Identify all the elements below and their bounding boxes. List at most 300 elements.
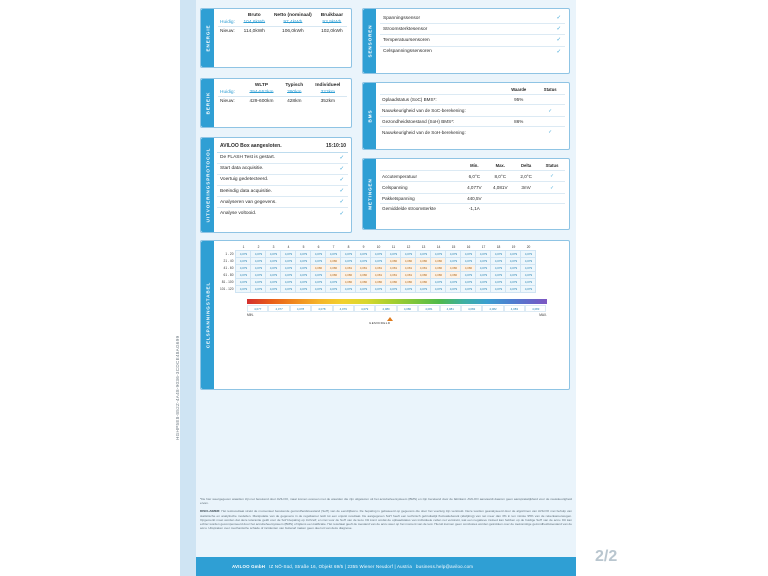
scale-value: 4,077 [268, 305, 289, 312]
cv-cell: 4,079 [236, 258, 251, 265]
check-icon: ✓ [556, 26, 561, 33]
metingen-row2-max [487, 193, 513, 203]
table-row [380, 193, 565, 203]
cv-col-1: 1 [242, 245, 245, 249]
footnotes [200, 497, 572, 530]
cv-col-16: 16 [466, 245, 471, 249]
cv-cell: 4,079 [431, 251, 446, 258]
sensoren-card [362, 8, 570, 74]
check-icon: ✓ [535, 127, 565, 138]
cv-cell: 4,079 [356, 286, 371, 293]
cv-col-6: 6 [317, 245, 320, 249]
table-row [380, 171, 565, 182]
scale-max-label: MAX. [539, 313, 547, 317]
bms-card [362, 82, 570, 150]
cv-cell: 4,079 [236, 272, 251, 279]
metingen-col-0 [380, 162, 461, 171]
document-code: HGHP5E8-852Z-4A48-9036-3CDCE48AG699 [175, 335, 180, 440]
protocol-card [200, 137, 352, 233]
energie-row1-v0: 114,0kWh [243, 28, 265, 34]
energie-tab-label: ENERGIE [205, 24, 210, 52]
cv-cell: 4,079 [251, 286, 266, 293]
metingen-row1-delta: 3mV [513, 182, 539, 193]
table-row [380, 204, 565, 214]
protocol-item-5-label: Analyse voltooid. [220, 211, 257, 217]
average-marker-label: GEMIDDELD [369, 321, 391, 325]
scale-value: 4,079 [354, 305, 375, 312]
cv-cell: 4,079 [236, 265, 251, 272]
list-item [217, 153, 348, 164]
cv-cell: 4,080 [416, 272, 431, 279]
cv-cell: 4,081 [341, 265, 356, 272]
sensor-0-label: Spanningssensor [383, 15, 421, 21]
cv-cell: 4,079 [476, 279, 491, 286]
voltage-gradient-bar [247, 299, 547, 304]
cv-cell: 4,079 [311, 251, 326, 258]
metingen-row0-name: Accutemperatuur [380, 171, 461, 182]
protocol-header [217, 141, 348, 153]
celspanningstabel-card [200, 240, 570, 390]
energie-row1-v1: 106,0kWh [282, 28, 304, 34]
cv-col-17: 17 [481, 245, 486, 249]
cell-voltage-table [219, 245, 536, 293]
list-item [217, 197, 348, 208]
cv-cell: 4,079 [476, 258, 491, 265]
energie-card [200, 8, 352, 68]
sensoren-tab-label: SENSOREN [367, 24, 372, 58]
cv-col-15: 15 [451, 245, 456, 249]
bms-tab [363, 83, 376, 149]
table-row [380, 182, 565, 193]
cv-col-18: 18 [496, 245, 501, 249]
scale-value: 4,083 [504, 305, 525, 312]
table-row [218, 97, 347, 105]
cv-cell: 4,079 [266, 279, 281, 286]
metingen-row3-min: -1,1A [461, 204, 487, 214]
cv-cell: 4,081 [386, 265, 401, 272]
cv-cell: 4,080 [326, 258, 341, 265]
protocol-body [214, 138, 351, 232]
metingen-row0-min: 6,0°C [461, 171, 487, 182]
cv-cell: 4,079 [431, 286, 446, 293]
cv-cell: 4,079 [446, 286, 461, 293]
check-icon: ✓ [539, 171, 565, 182]
protocol-item-1-label: Start data acquisitie. [220, 166, 264, 172]
footer-bar [196, 557, 576, 576]
cv-col-10: 10 [376, 245, 381, 249]
bereik-row1-v1: 428km [287, 98, 302, 104]
cv-cell: 4,079 [506, 258, 521, 265]
disclaimer-text: Het testresultaat strekt de momenteel berekende gezondheidstoestand (SoH) van de eendrijfaccu. De bepaling is gebaseerd op gegevens die door het voertuig zijn verstrekt. Deze worden geanalyseerd door de algoritmen van AVILOO met behulp van statistische en analytische modellen. Manipulatie van de gegevens in de regelkamer leidt tot een onjuist resultaat. De aangegeven SoH heeft een technisch gebruikelijk fluctuatiebereik (afwijking) van net meer dan 3% in ten minste 95% van de rekenkamerwegen. Opgemerkt moet worden dat deze tolerantie geldt voor de SoH-bepaling op zichzelf; en niet voor de SoH van de ketu. Dit komt omdat de opbaadstatus van individuele cellen net verstrekt, wat een negatieve invloed kan hebben op de huidige SoH van de accu. Dit kan echter worden gecompenseerd door het accubeheersysteem (BMS) of tijdens een kalibratie. Het resultaat geeft de toestand van de accu weer op het moment van de test. Hieruit kunnen geen conclusies worden getrokken over de toekomstige gezondheidstoestand van de accu. Uitspraken over mechanische schade of incidenten van buitenaf maken geen deel uit van deze diagnose. [200, 509, 572, 531]
disclaimer-block [200, 509, 572, 530]
cv-cell: 4,081 [371, 265, 386, 272]
cv-cell: 4,079 [446, 279, 461, 286]
bms-row0-value: 95% [502, 95, 535, 105]
cv-col-20: 20 [526, 245, 531, 249]
energie-tab [201, 9, 214, 67]
bereik-header-row [218, 82, 347, 89]
bms-row0-name: Oplaadstatus (SoC) BMS*: [380, 95, 502, 105]
list-item [217, 175, 348, 186]
cv-cell: 4,079 [386, 251, 401, 258]
metingen-body [376, 159, 569, 229]
bereik-row1-v2: 352km [320, 98, 336, 104]
cv-cell: 4,079 [491, 258, 506, 265]
cv-cell: 4,080 [326, 272, 341, 279]
cv-col-13: 13 [421, 245, 426, 249]
table-row [380, 105, 565, 116]
cv-cell: 4,079 [341, 286, 356, 293]
cv-cell: 4,079 [401, 286, 416, 293]
energie-col-3: Bruikbaar [320, 13, 344, 18]
left-margin [0, 0, 180, 576]
scale-value: 4,082 [461, 305, 482, 312]
cv-col-7: 7 [332, 245, 335, 249]
cv-cell: 4,081 [401, 272, 416, 279]
cv-cell: 4,079 [416, 251, 431, 258]
cv-cell: 4,079 [506, 272, 521, 279]
cv-cell: 4,079 [446, 251, 461, 258]
table-row [219, 265, 536, 272]
cv-cell: 4,079 [521, 258, 536, 265]
metingen-row2-min: 440,5V [461, 193, 487, 203]
company-email: business.help@aviloo.com [416, 564, 474, 569]
cv-cell: 4,080 [446, 265, 461, 272]
table-row [219, 258, 536, 265]
table-row [219, 251, 536, 258]
cv-cell: 4,079 [371, 251, 386, 258]
check-icon: ✓ [556, 37, 561, 44]
check-icon: ✓ [339, 188, 344, 195]
cv-cell: 4,079 [461, 251, 476, 258]
protocol-item-2-label: Voertuig gedetecteerd. [220, 177, 269, 183]
metingen-card [362, 158, 570, 230]
bereik-row0-label: Huidig: [218, 89, 243, 97]
cv-cell: 4,079 [296, 258, 311, 265]
cv-col-14: 14 [436, 245, 441, 249]
status-badge [539, 193, 565, 203]
cv-cell: 4,079 [476, 272, 491, 279]
bereik-tab-label: BEREIK [205, 91, 210, 115]
cv-cell: 4,079 [326, 251, 341, 258]
sensoren-body [376, 9, 569, 73]
cv-cell: 4,079 [251, 265, 266, 272]
scale-value: 4,081 [418, 305, 439, 312]
check-icon: ✓ [339, 199, 344, 206]
metingen-row0-delta: 2,0°C [513, 171, 539, 182]
cv-cell: 4,079 [356, 251, 371, 258]
footnote-text: *De hier weergegeven waarden zijn net berekend door AVILOO, maar komen overeen met de waarden die zijn uitgelezen uit het accubeheersysteem (BMS) en zijn berekend door de fabrikant. AVILOO aanvaardt daarom geen aansprakelijkheid voor de nauwkeurigheid ervan. [200, 497, 572, 506]
cv-cell: 4,079 [296, 272, 311, 279]
disclaimer-title: DISCLAIMER: [200, 509, 221, 514]
bereik-body [214, 79, 351, 127]
bereik-row0-v2: 323km [309, 89, 347, 97]
scale-value: 4,083 [525, 305, 546, 312]
cv-cell: 4,080 [461, 265, 476, 272]
cv-cell: 4,079 [356, 258, 371, 265]
bereik-col-1: WLTP [254, 83, 269, 88]
bms-body [376, 83, 569, 149]
page-number: 2/2 [595, 548, 618, 565]
energie-row1-label: Nieuw: [220, 28, 235, 34]
cv-cell: 4,081 [371, 272, 386, 279]
voltage-scale-values [247, 305, 547, 312]
status-badge [539, 204, 565, 214]
protocol-tab-label: UITVOERINGSPROTOCOL [205, 147, 210, 223]
cv-col-12: 12 [406, 245, 411, 249]
bereik-tab [201, 79, 214, 127]
bms-col-1: Waarde [511, 87, 527, 92]
metingen-col-3: Delta [521, 163, 532, 168]
cv-cell: 4,079 [491, 251, 506, 258]
cv-col-19: 19 [511, 245, 516, 249]
cv-cell: 4,079 [506, 286, 521, 293]
metingen-row3-delta [513, 204, 539, 214]
right-margin [576, 0, 768, 576]
cv-cell: 4,079 [326, 286, 341, 293]
scale-value: 4,079 [333, 305, 354, 312]
bereik-col-3: Individueel [315, 83, 341, 88]
bms-row1-value [502, 105, 535, 116]
check-icon: ✓ [539, 182, 565, 193]
metingen-tab [363, 159, 376, 229]
cv-cell: 4,080 [431, 258, 446, 265]
cv-cell: 4,079 [491, 286, 506, 293]
cv-cell: 4,079 [401, 251, 416, 258]
cv-cell: 4,081 [401, 265, 416, 272]
cv-cell: 4,079 [266, 265, 281, 272]
cv-cell: 4,080 [341, 279, 356, 286]
protocol-item-0-label: De FLASH Test is gestart. [220, 155, 276, 161]
celspanningstabel-body [214, 241, 569, 389]
list-item [217, 186, 348, 197]
protocol-time: 15:10:10 [325, 142, 346, 149]
metingen-col-4: Status [545, 163, 559, 168]
cv-cell: 4,080 [401, 258, 416, 265]
cv-cell: 4,079 [476, 286, 491, 293]
bms-header-row [380, 86, 565, 95]
cv-cell: 4,079 [266, 258, 281, 265]
bereik-col-0 [218, 82, 243, 89]
energie-header-row [218, 12, 347, 19]
cv-cell: 4,079 [281, 251, 296, 258]
energie-row0-label: Huidig: [218, 19, 240, 27]
cv-cell: 4,079 [446, 258, 461, 265]
check-icon: ✓ [339, 154, 344, 161]
table-row [380, 95, 565, 105]
check-icon: ✓ [556, 15, 561, 22]
cv-cell: 4,079 [311, 286, 326, 293]
voltage-scale [247, 299, 547, 325]
cv-cell: 4,079 [506, 265, 521, 272]
table-row [218, 19, 347, 27]
cv-row-label-2: 41 - 60 [223, 266, 234, 270]
cv-cell: 4,079 [506, 251, 521, 258]
status-badge [535, 116, 565, 126]
cv-cell: 4,080 [326, 265, 341, 272]
cv-cell: 4,079 [251, 258, 266, 265]
metingen-col-1: Min. [470, 163, 479, 168]
cv-cell: 4,079 [371, 286, 386, 293]
cv-row-label-4: 81 - 100 [221, 280, 234, 284]
cv-cell: 4,079 [251, 279, 266, 286]
energie-body [214, 9, 351, 67]
cv-cell: 4,080 [431, 265, 446, 272]
bms-tab-label: BMS [367, 109, 372, 123]
cv-col-4: 4 [287, 245, 290, 249]
cv-cell: 4,079 [416, 286, 431, 293]
table-row [219, 286, 536, 293]
cv-cell: 4,080 [431, 272, 446, 279]
cv-cell: 4,079 [326, 279, 341, 286]
table-row [219, 279, 536, 286]
cv-cell: 4,079 [266, 251, 281, 258]
list-item [380, 47, 565, 57]
energie-row0-v2: 93,9kWh [317, 19, 347, 27]
cv-cell: 4,079 [281, 286, 296, 293]
bms-col-0 [380, 86, 502, 95]
cv-cell: 4,079 [491, 272, 506, 279]
metingen-row3-name: Gemiddelde stroomsterkte [380, 204, 461, 214]
energie-col-0 [218, 12, 240, 19]
cv-cell: 4,079 [431, 279, 446, 286]
bereik-row0-v1: 390km [280, 89, 309, 97]
cv-cell: 4,080 [311, 265, 326, 272]
bereik-row0-v0: 394-552km [243, 89, 280, 97]
cv-cell: 4,081 [386, 272, 401, 279]
energie-row0-v1: 97,4kWh [269, 19, 317, 27]
cv-row-label-5: 101 - 120 [220, 287, 234, 291]
cv-cell: 4,079 [491, 279, 506, 286]
energie-col-1: Bruto [247, 13, 261, 18]
bms-row1-name: Nauwkeurigheid van de SoC-berekening: [380, 105, 502, 116]
scale-value: 4,080 [375, 305, 396, 312]
check-icon: ✓ [535, 105, 565, 116]
cv-cell: 4,079 [506, 279, 521, 286]
sensoren-tab [363, 9, 376, 73]
metingen-table [380, 162, 565, 214]
cv-col-8: 8 [347, 245, 350, 249]
cv-cell: 4,079 [311, 279, 326, 286]
bereik-col-2: Typisch [285, 83, 304, 88]
cv-cell: 4,080 [341, 272, 356, 279]
cv-cell: 4,079 [521, 265, 536, 272]
company-name: AVILOO GmbH [232, 564, 266, 569]
cv-cell: 4,080 [416, 279, 431, 286]
average-marker [247, 317, 547, 325]
energie-table [218, 12, 347, 35]
cv-cell: 4,079 [461, 258, 476, 265]
cv-cell: 4,080 [356, 279, 371, 286]
cv-cell: 4,079 [521, 251, 536, 258]
bms-col-2: Status [543, 87, 557, 92]
check-icon: ✓ [339, 165, 344, 172]
cv-cell: 4,079 [236, 286, 251, 293]
cv-cell: 4,079 [296, 251, 311, 258]
table-row [380, 127, 565, 138]
cv-cell: 4,079 [521, 272, 536, 279]
protocol-item-3-label: Beëindig data acquisitie. [220, 188, 273, 194]
cv-cell: 4,079 [341, 258, 356, 265]
energie-row1-v2: 102,0kWh [321, 28, 343, 34]
sensor-3-label: Celspanningssensoren [383, 49, 432, 55]
energie-row0-v0: 104,6kWh [240, 19, 269, 27]
cv-col-3: 3 [272, 245, 275, 249]
cv-cell: 4,079 [266, 272, 281, 279]
metingen-header-row [380, 162, 565, 171]
sensor-2-label: Temperatuursensoren [383, 37, 430, 43]
cv-cell: 4,079 [296, 279, 311, 286]
bms-row3-value [502, 127, 535, 138]
energie-col-2: Netto (nominaal) [273, 13, 312, 18]
cv-cell: 4,079 [296, 265, 311, 272]
cv-cell: 4,079 [251, 251, 266, 258]
table-row [218, 89, 347, 97]
cv-cell: 4,080 [446, 272, 461, 279]
metingen-row0-max: 8,0°C [487, 171, 513, 182]
cv-cell: 4,079 [281, 279, 296, 286]
bms-row2-name: Gezondheidstoestand (SoH) BMS*: [380, 116, 502, 126]
cv-cell: 4,080 [371, 279, 386, 286]
cv-cell: 4,079 [236, 251, 251, 258]
cv-cell: 4,080 [401, 279, 416, 286]
cv-cell: 4,080 [356, 272, 371, 279]
cv-cell: 4,079 [461, 279, 476, 286]
celspanningstabel-tab [201, 241, 214, 389]
metingen-row1-max: 4,081V [487, 182, 513, 193]
table-row [219, 272, 536, 279]
bereik-row1-v0: 429-600km [249, 98, 274, 104]
cv-cell: 4,079 [236, 279, 251, 286]
cv-cell: 4,079 [521, 286, 536, 293]
cv-cell: 4,081 [356, 265, 371, 272]
scale-value: 4,078 [290, 305, 311, 312]
metingen-col-2: Max. [495, 163, 505, 168]
cv-col-9: 9 [362, 245, 365, 249]
list-item [217, 164, 348, 175]
scale-value: 4,080 [397, 305, 418, 312]
check-icon: ✓ [556, 48, 561, 55]
cv-cell: 4,079 [461, 286, 476, 293]
list-item [380, 24, 565, 35]
scale-value: 4,081 [440, 305, 461, 312]
bms-row2-value: 86% [502, 116, 535, 126]
sensor-1-label: Stroomsterktesensor [383, 26, 428, 32]
list-item [380, 13, 565, 24]
cv-cell: 4,079 [491, 265, 506, 272]
list-item [217, 208, 348, 218]
cv-cell: 4,080 [386, 279, 401, 286]
bereik-row1-label: Nieuw: [220, 98, 235, 104]
scale-value: 4,082 [482, 305, 503, 312]
cv-cell: 4,079 [296, 286, 311, 293]
check-icon: ✓ [339, 210, 344, 217]
metingen-row1-name: Celspanning [380, 182, 461, 193]
scale-min-label: MIN. [247, 313, 254, 317]
cv-row-label-3: 61 - 80 [223, 273, 234, 277]
cv-cell: 4,079 [476, 265, 491, 272]
cv-cell: 4,079 [461, 272, 476, 279]
celspanningstabel-tab-label: CELSPANNINGSTABEL [205, 281, 210, 349]
protocol-title: AVILOO Box aangesloten. [220, 142, 282, 149]
check-icon: ✓ [339, 176, 344, 183]
list-item [380, 35, 565, 46]
table-row [380, 116, 565, 126]
cv-cell: 4,079 [266, 286, 281, 293]
cv-cell: 4,079 [281, 258, 296, 265]
scale-value: 4,077 [247, 305, 268, 312]
protocol-tab [201, 138, 214, 232]
